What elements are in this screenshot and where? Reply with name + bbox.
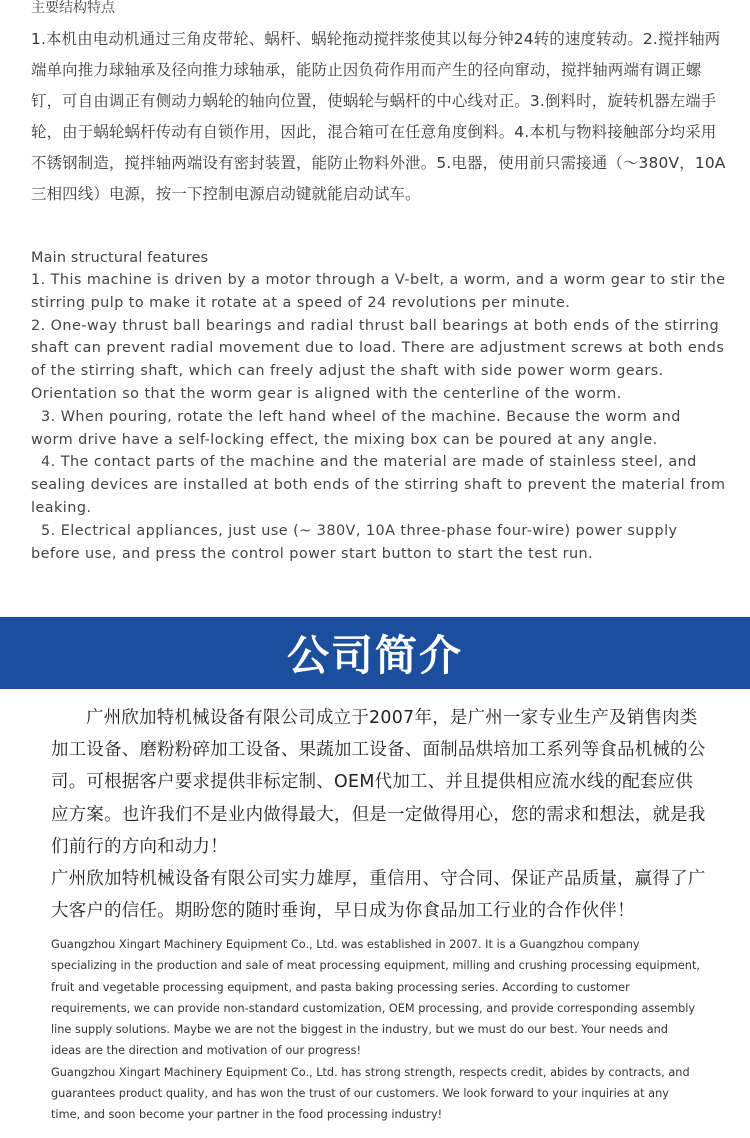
company-intro-zh-paragraph-2: 广州欣加特机械设备有限公司实力雄厚，重信用、守合同、保证产品质量，赢得了广大客户的信任。期盼您的随时垂询，早日成为你食品加工行业的合作伙伴！ (51, 869, 706, 922)
company-intro-en (51, 934, 701, 1126)
company-intro-en-paragraph-2: Guangzhou Xingart Machinery Equipment Co., Ltd. has strong strength, respects credit, abides by contracts, and guarantees product quality, and has won the trust of our customers. We look forward to your inquiries at any time, and soon become your partner in the food processing industry! (51, 1065, 690, 1122)
company-intro-zh-paragraph-1: 广州欣加特机械设备有限公司成立于2007年，是广州一家专业生产及销售肉类加工设备、磨粉粉碎加工设备、果蔬加工设备、面制品烘培加工系列等食品机械的公司。可根据客户要求提供非标定制、OEM代加工、并且提供相应流水线的配套应供应方案。也许我们不是业内做得最大，但是一定做得用心，您的需求和想法，就是我们前行的方向和动力！ (51, 708, 706, 857)
structure-text-en: 1. This machine is driven by a motor through a V-belt, a worm, and a worm gear to stir the stirring pulp to make it rotate at a speed of 24 revolutions per minute. 2. One-way thrust ball bearings and radial thrust ball bearings at both ends of the stirring shaft can prevent radial movement due to load. There are adjustment screws at both ends of the stirring shaft, which can freely adjust the shaft with side power worm gears. Orientation so that the worm gear is aligned with the centerline of the worm. 3. When pouring, rotate the left hand wheel of the machine. Because the worm and worm drive have a self-locking effect, the mixing box can be poured at any angle. 4. The contact parts of the machine and the material are made of stainless steel, and sealing devices are installed at both ends of the stirring shaft to prevent the material from leaking. 5. Electrical appliances, just use (~ 380V, 10A three-phase four-wire) power supply before use, and press the control power start button to start the test run. (31, 272, 726, 562)
structure-section-zh (31, 0, 731, 210)
structure-text-zh: 1.本机由电动机通过三角皮带轮、蜗杆、蜗轮拖动搅拌浆使其以每分钟24转的速度转动。2.搅拌轴两端单向推力球轴承及径向推力球轴承，能防止因负荷作用而产生的径向窜动，搅拌轴两端有调正螺钉，可自由调正有侧动力蜗轮的轴向位置，使蜗轮与蜗杆的中心线对正。3.倒料时，旋转机器左端手轮，由于蜗轮蜗杆传动有自锁作用，因此，混合箱可在任意角度倒料。4.本机与物料接触部分均采用不锈钢制造，搅拌轴两端设有密封装置，能防止物料外泄。5.电器，使用前只需接通（～380V，10A三相四线）电源，按一下控制电源启动键就能启动试车。 (31, 30, 726, 203)
structure-section-en (31, 247, 726, 565)
company-profile-banner (0, 617, 750, 689)
structure-title-en: Main structural features (31, 250, 209, 266)
structure-title-zh: 主要结构特点 (31, 0, 115, 16)
company-intro-zh (51, 702, 706, 927)
banner-title: 公司简介 (286, 631, 463, 680)
company-intro-en-paragraph-1: Guangzhou Xingart Machinery Equipment Co., Ltd. was established in 2007. It is a Guangzhou company specializing in the production and sale of meat processing equipment, milling and crushing processing equipment, fruit and vegetable processing equipment, and pasta baking processing series. According to customer requirements, we can provide non-standard customization, OEM processing, and provide corresponding assembly line supply solutions. Maybe we are not the biggest in the industry, but we must do our best. Your needs and ideas are the direction and motivation of our progress! (51, 938, 700, 1058)
